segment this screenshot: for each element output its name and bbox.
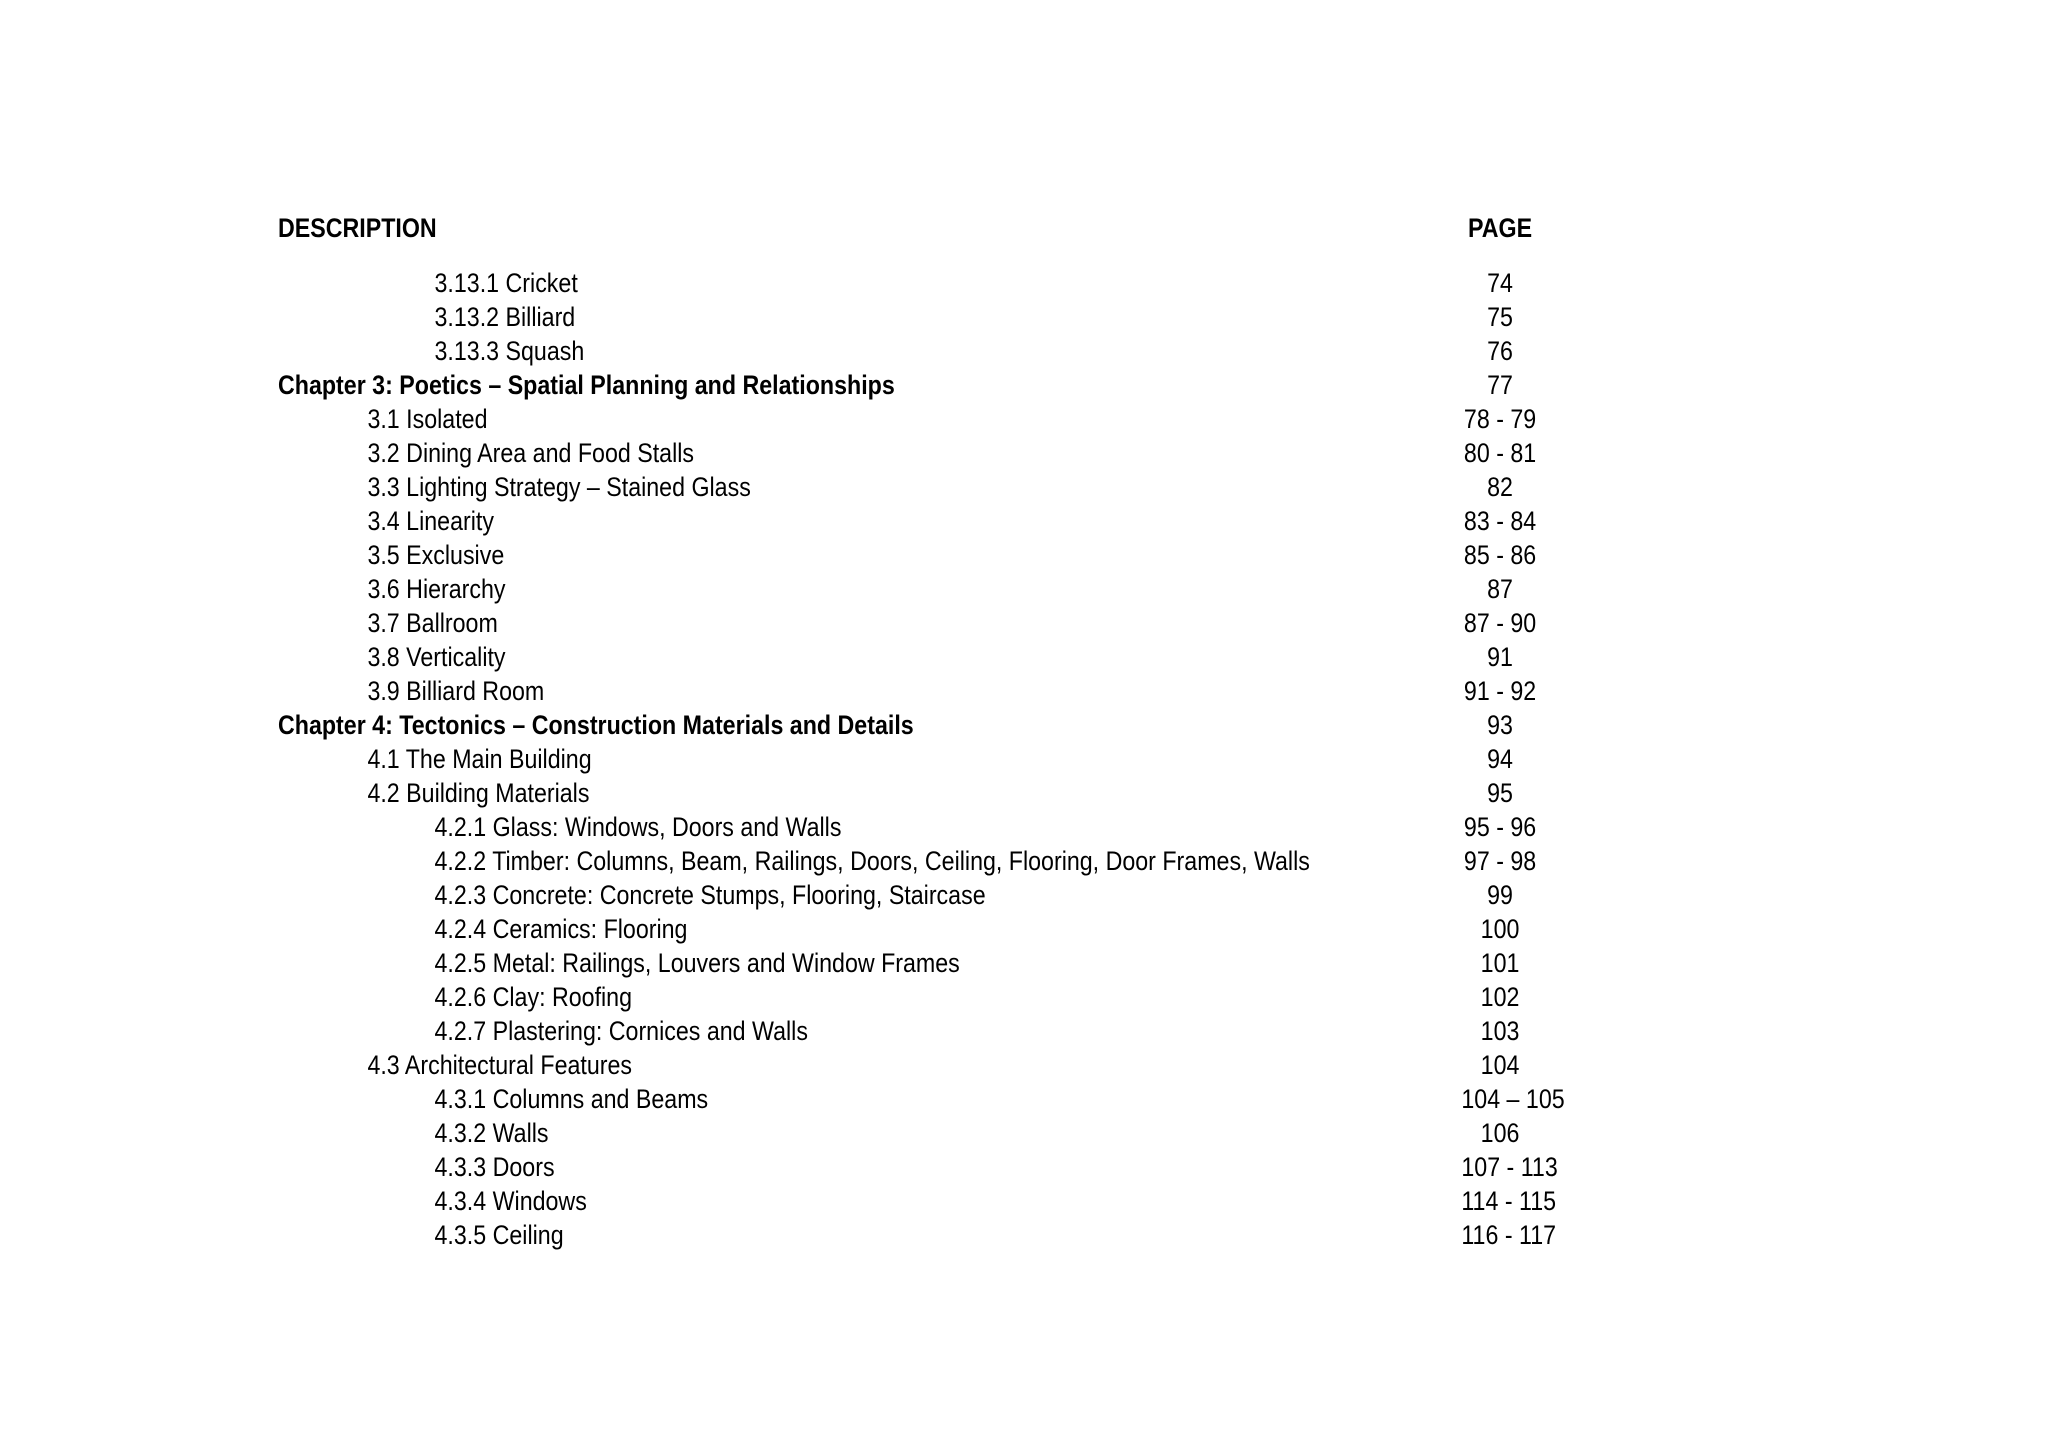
toc-entry-row	[278, 300, 1978, 334]
toc-entry-title: 3.4 Linearity	[367, 506, 494, 536]
toc-entry-title: 4.3.4 Windows	[434, 1186, 587, 1216]
toc-entry-page: 87 - 90	[1463, 608, 1537, 638]
toc-entry-page: 93	[1487, 710, 1513, 740]
toc-entry-row	[278, 1048, 1978, 1082]
toc-entry-row	[278, 334, 1978, 368]
toc-entry-row	[278, 402, 1978, 436]
toc-entry-row	[278, 436, 1978, 470]
toc-header	[278, 210, 1568, 246]
toc-entry-page: 116 - 117	[1461, 1220, 1557, 1250]
toc-entry-row	[278, 538, 1978, 572]
toc-entry-page: 74	[1487, 268, 1513, 298]
toc-entry-row	[278, 912, 1978, 946]
toc-entry-title: 4.3.2 Walls	[434, 1118, 549, 1148]
toc-entry-page: 83 - 84	[1463, 506, 1537, 536]
toc-entry-title: 4.3.1 Columns and Beams	[434, 1084, 709, 1114]
toc-entry-row	[278, 946, 1978, 980]
toc-entry-title: 4.2.6 Clay: Roofing	[434, 982, 633, 1012]
toc-entry-title: 4.2.7 Plastering: Cornices and Walls	[434, 1016, 808, 1046]
toc-entry-title: 3.1 Isolated	[367, 404, 488, 434]
toc-entry-title: 3.9 Billiard Room	[367, 676, 545, 706]
description-column-heading: DESCRIPTION	[278, 213, 437, 243]
toc-entry-row	[278, 640, 1978, 674]
toc-entry-title: 4.2.1 Glass: Windows, Doors and Walls	[434, 812, 842, 842]
toc-entry-page: 101	[1480, 948, 1520, 978]
toc-entry-page: 100	[1480, 914, 1520, 944]
toc-entry-title: 3.6 Hierarchy	[367, 574, 506, 604]
toc-entry-page: 107 - 113	[1461, 1152, 1558, 1182]
toc-entry-row	[278, 1116, 1978, 1150]
toc-entry-row	[278, 266, 1978, 300]
toc-entry-page: 114 - 115	[1461, 1186, 1557, 1216]
toc-entry-row	[278, 776, 1978, 810]
toc-entry-page: 94	[1487, 744, 1513, 774]
toc-entry-page: 85 - 86	[1463, 540, 1537, 570]
toc-entry-page: 103	[1480, 1016, 1520, 1046]
toc-entry-page: 99	[1487, 880, 1513, 910]
toc-entry-title: 4.1 The Main Building	[367, 744, 592, 774]
toc-entry-page: 102	[1480, 982, 1520, 1012]
toc-entry-title: Chapter 4: Tectonics – Construction Materials and Details	[278, 710, 914, 740]
page-column-heading: PAGE	[1468, 213, 1533, 243]
toc-entry-page: 95 - 96	[1463, 812, 1537, 842]
toc-entry-title: 3.5 Exclusive	[367, 540, 505, 570]
toc-entry-page: 91 - 92	[1463, 676, 1537, 706]
toc-entry-title: 3.7 Ballroom	[367, 608, 498, 638]
toc-entry-row	[278, 980, 1978, 1014]
toc-entry-page: 104 – 105	[1461, 1084, 1565, 1114]
toc-entry-page: 91	[1487, 642, 1513, 672]
toc-entry-title: 3.8 Verticality	[367, 642, 506, 672]
toc-entry-page: 106	[1480, 1118, 1520, 1148]
toc-entry-row	[278, 878, 1978, 912]
toc-entry-row	[278, 606, 1978, 640]
toc-entry-row	[278, 810, 1978, 844]
toc-entry-title: Chapter 3: Poetics – Spatial Planning and Relationships	[278, 370, 895, 400]
toc-entry-row	[278, 1082, 1978, 1116]
toc-entry-title: 4.3 Architectural Features	[367, 1050, 633, 1080]
toc-entry-title: 3.2 Dining Area and Food Stalls	[367, 438, 695, 468]
toc-entry-page: 75	[1487, 302, 1513, 332]
toc-entry-page: 95	[1487, 778, 1513, 808]
toc-entry-row	[278, 1184, 1978, 1218]
toc-entry-title: 3.3 Lighting Strategy – Stained Glass	[367, 472, 751, 502]
toc-entry-row	[278, 572, 1978, 606]
toc-entry-title: 4.2.3 Concrete: Concrete Stumps, Flooring, Staircase	[434, 880, 986, 910]
toc-entry-page: 97 - 98	[1463, 846, 1537, 876]
toc-entry-row	[278, 504, 1978, 538]
toc-entry-title: 4.2.5 Metal: Railings, Louvers and Window Frames	[434, 948, 960, 978]
toc-entry-title: 3.13.1 Cricket	[434, 268, 578, 298]
toc-entry-page: 87	[1487, 574, 1513, 604]
toc-entry-page: 80 - 81	[1463, 438, 1537, 468]
toc-entry-page: 76	[1487, 336, 1513, 366]
toc-entry-title: 4.2 Building Materials	[367, 778, 590, 808]
toc-entry-title: 3.13.3 Squash	[434, 336, 585, 366]
toc-entry-page: 104	[1480, 1050, 1520, 1080]
toc-entry-page: 82	[1487, 472, 1513, 502]
toc-entry-page: 77	[1487, 370, 1513, 400]
toc-entry-row	[278, 674, 1978, 708]
toc-chapter-row	[278, 708, 1978, 742]
toc-entry-row	[278, 742, 1978, 776]
toc-entry-row	[278, 844, 1978, 878]
toc-entry-title: 4.3.3 Doors	[434, 1152, 555, 1182]
toc-entry-title: 4.2.4 Ceramics: Flooring	[434, 914, 688, 944]
toc-entry-row	[278, 470, 1978, 504]
toc-entry-row	[278, 1150, 1978, 1184]
toc-entry-page: 78 - 79	[1463, 404, 1537, 434]
toc-entry-row	[278, 1014, 1978, 1048]
toc-chapter-row	[278, 368, 1978, 402]
toc-entry-title: 4.3.5 Ceiling	[434, 1220, 564, 1250]
toc-entry-title: 4.2.2 Timber: Columns, Beam, Railings, Doors, Ceiling, Flooring, Door Frames, Walls	[434, 846, 1310, 876]
toc-list	[278, 266, 1978, 1252]
toc-entry-title: 3.13.2 Billiard	[434, 302, 576, 332]
toc-entry-row	[278, 1218, 1978, 1252]
